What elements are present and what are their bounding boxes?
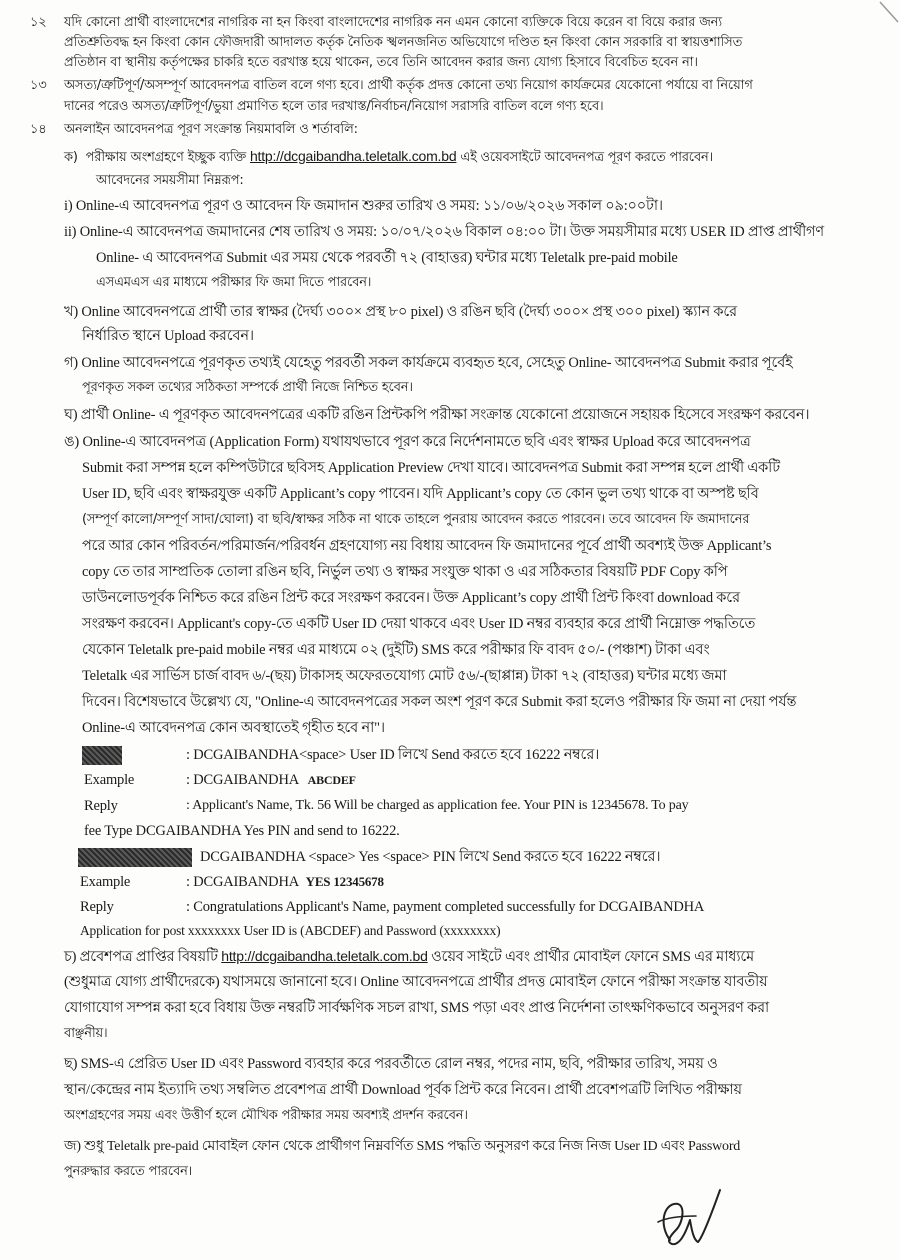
sub-ng-line-12: Online-এ আবেদনপত্র কোন অবস্থাতেই গৃহীত হবে না"। [82, 720, 385, 736]
sms-1-reply-line-1: : Applicant's Name, Tk. 56 Will be charged as application fee. Your PIN is 12345678. To pay [186, 798, 689, 813]
sub-ch-line-2: (শুধুমাত্র যোগ্য প্রার্থীদেরকে) যথাসময়ে জানানো হবে। Online আবেদনপত্রে প্রার্থীর প্রদত্ত মোবাইল ফোনে পরীক্ষা সংক্রান্ত যাবতীয় [64, 974, 768, 990]
sub-ng-line-8: সংরক্ষণ করবেন। Applicant's copy-তে একটি User ID দেয়া থাকবে এবং User ID নম্বর ব্যবহার করে প্রার্থী নিম্নোক্ত পদ্ধতিতে [82, 616, 756, 632]
sub-kh-line-1: খ) Online আবেদনপত্রে প্রার্থী তার স্বাক্ষর (দৈর্ঘ্য ৩০০× প্রস্থ ৮০ pixel) ও রঙিন ছবি (দৈর্ঘ্য ৩০০× প্রস্থ ৩০০ pixel) স্ক্যান করে [64, 304, 737, 320]
item-12-line-3: প্রতিষ্ঠান বা স্থানীয় কর্তৃপক্ষের চাকরি হতে বরখাস্ত হয়ে থাকেন, তবে তিনি আবেদন করার জন্য যোগ্য হিসাবে বিবেচিত হবেন না। [64, 55, 698, 70]
website-link[interactable]: http://dcgaibandha.teletalk.com.bd [249, 148, 457, 164]
sub-ng-line-3: User ID, ছবি এবং স্বাক্ষরযুক্ত একটি Applicant’s copy পাবেন। যদি Applicant’s copy তে কোন ভুল তথ্য থাকে বা অস্পষ্ট ছবি [82, 486, 759, 502]
sms-2-example-code: YES 12345678 [305, 874, 384, 889]
sms-1-example-label: Example [84, 772, 135, 788]
sub-j-line-2: পুনরুদ্ধার করতে পারবেন। [64, 1164, 193, 1179]
sub-chh-line-2: স্থান/কেন্দ্রের নাম ইত্যাদি তথ্য সম্বলিত প্রবেশপত্র প্রার্থী Download পূর্বক প্রিন্ট করে নিবেন। প্রার্থী প্রবেশপত্রটি লিখিত পরীক্ষায় [64, 1082, 742, 1098]
sub-ng-line-5: পরে আর কোন পরিবর্তন/পরিমার্জন/পরিবর্ধন গ্রহণযোগ্য নয় বিধায় আবেদন ফি জমাদানের পূর্বে প্রার্থী অবশ্যই উক্ত Applicant’s [82, 538, 772, 554]
sms-1-instruction: : DCGAIBANDHA<space> User ID লিখে Send করতে হবে 16222 নম্বরে। [186, 747, 600, 763]
item-13-line-2: দানের পরেও অসত্য/ত্রুটিপূর্ণ/ভুয়া প্রমাণিত হলে তার দরখাস্ত/নির্বাচন/নিয়োগ সরাসরি বাতিল বলে গণ্য হবে। [64, 99, 604, 114]
sms-2-example-label: Example [80, 874, 131, 890]
deadline-end-line-2: Online- এ আবেদনপত্র Submit এর সময় থেকে পরবর্তী ৭২ (বাহাত্তর) ঘন্টার মধ্যে Teletalk pre-paid mobile [96, 250, 678, 266]
sms-1-reply-line-2: fee Type DCGAIBANDHA Yes PIN and send to 16222. [84, 823, 400, 839]
item-12-line-1: যদি কোনো প্রার্থী বাংলাদেশের নাগরিক না হন কিংবা বাংলাদেশের নাগরিক নন এমন কোনো ব্যক্তিকে বিয়ে করেন বা বিয়ে করার জন্য [64, 15, 722, 30]
sms-2-reply-line-2: Application for post xxxxxxxx User ID is (ABCDEF) and Password (xxxxxxxx) [80, 923, 501, 938]
redacted-sms-label-2 [78, 848, 192, 867]
redacted-sms-label-1 [82, 746, 122, 765]
sub-gh-line-1: ঘ) প্রার্থী Online- এ পূরণকৃত আবেদনপত্রের একটি রঙিন প্রিন্টকপি পরীক্ষা সংক্রান্ত যেকোনো প্রয়োজনে সহায়ক হিসেবে সংরক্ষণ করবেন। [64, 407, 810, 423]
sub-k-label: ক) [64, 150, 78, 165]
item-13-line-1: অসত্য/ত্রুটিপূর্ণ/অসম্পূর্ণ আবেদনপত্র বাতিল বলে গণ্য হবে। প্রার্থী কর্তৃক প্রদত্ত কোনো তথ্য নিয়োগ কার্যক্রমের যেকোনো পর্যায়ে বা নিয়োগ [64, 78, 753, 93]
sms-1-example-prefix: : DCGAIBANDHA [186, 772, 299, 788]
sub-ng-line-10: Teletalk এর সার্ভিস চার্জ বাবদ ৬/-(ছয়) টাকাসহ অফেরতযোগ্য মোট ৫৬/-(ছাপ্পান্ন) টাকা ৭২ (বাহাত্তর) ঘন্টার মধ্যে জমা [82, 668, 727, 684]
sub-ch-line-3: যোগাযোগ সম্পন্ন করা হবে বিধায় উক্ত নম্বরটি সার্বক্ষণিক সচল রাখা, SMS পড়া এবং প্রাপ্ত নির্দেশনা তাৎক্ষণিকভাবে অনুসরণ করা [64, 1000, 770, 1016]
website-link-admit[interactable]: http://dcgaibandha.teletalk.com.bd [221, 948, 428, 964]
sms-1-reply-label: Reply [84, 798, 118, 814]
handwritten-signature [640, 1182, 750, 1252]
item-13-number: ১৩ [30, 78, 47, 93]
deadline-end-line-3: এসএমএস এর মাধ্যমে পরীক্ষার ফি জমা দিতে পারবেন। [96, 275, 372, 290]
item-12-number: ১২ [30, 15, 47, 30]
sub-ng-line-4: (সম্পূর্ণ কালো/সম্পূর্ণ সাদা/ঘোলা) বা ছবি/স্বাক্ষর সঠিক না থাকে তাহলে পুনরায় আবেদন করতে পারবেন। তবে আবেদন ফি জমাদানের [82, 512, 750, 527]
sms-2-reply-label: Reply [80, 899, 114, 915]
sub-ng-line-6: copy তে তার সাম্প্রতিক তোলা রঙিন ছবি, নির্ভুল তথ্য ও স্বাক্ষর সংযুক্ত থাকা ও এর সঠিকতার বিষয়টি PDF Copy কপি [82, 564, 728, 580]
item-12-line-2: প্রতিশ্রুতিবদ্ধ হন কিংবা কোন ফৌজদারী আদালত কর্তৃক নৈতিক স্খলনজনিত অভিযোগে দণ্ডিত হন কিংবা কোন সরকারি বা স্বায়ত্তশাসিত [64, 35, 743, 50]
sub-k-text-pre: পরীক্ষায় অংশগ্রহণে ইচ্ছুক ব্যক্তি [85, 150, 247, 165]
sub-g-line-1: গ) Online আবেদনপত্রে পূরণকৃত তথ্যই যেহেতু পরবর্তী সকল কার্যক্রমে ব্যবহৃত হবে, সেহেতু Online- আবেদনপত্র Submit করার পূর্বেই [64, 355, 793, 371]
sub-ch-text-pre: চ) প্রবেশপত্র প্রাপ্তির বিষয়টি [64, 949, 218, 965]
sub-k-line-2: আবেদনের সময়সীমা নিম্নরূপ: [96, 173, 244, 188]
sub-ng-line-9: যেকোন Teletalk pre-paid mobile নম্বর এর মাধ্যমে ০২ (দুইটি) SMS করে পরীক্ষার ফি বাবদ ৫০/- (পঞ্চাশ) টাকা এবং [82, 642, 710, 658]
sub-chh-line-1: ছ) SMS-এ প্রেরিত User ID এবং Password ব্যবহার করে পরবর্তীতে রোল নম্বর, পদের নাম, ছবি, পরীক্ষার তারিখ, সময় ও [64, 1056, 718, 1072]
sub-ng-line-2: Submit করা সম্পন্ন হলে কম্পিউটারে ছবিসহ Application Preview দেখা যাবে। আবেদনপত্র Submit করা সম্পন্ন হলে প্রার্থী একটি [82, 460, 780, 476]
item-14-title: অনলাইন আবেদনপত্র পূরণ সংক্রান্ত নিয়মাবলি ও শর্তাবলি: [64, 122, 358, 137]
sub-ch-text-post: ওয়েব সাইটে এবং প্রার্থীর মোবাইল ফোনে SMS এর মাধ্যমে [431, 949, 755, 965]
sub-g-line-2: পূরণকৃত সকল তথ্যের সঠিকতা সম্পর্কে প্রার্থী নিজে নিশ্চিত হবেন। [82, 380, 413, 395]
sub-k-text-post: এই ওয়েবসাইটে আবেদনপত্র পূরণ করতে পারবেন। [460, 150, 714, 165]
deadline-end-line-1: ii) Online-এ আবেদনপত্র জমাদানের শেষ তারিখ ও সময়: ১০/০৭/২০২৬ বিকাল ০৪:০০ টা। উক্ত সময়সীমার মধ্যে USER ID প্রাপ্ত প্রার্থীগণ [64, 224, 824, 240]
sub-chh-line-3: অংশগ্রহণের সময় এবং উত্তীর্ণ হলে মৌখিক পরীক্ষার সময় অবশ্যই প্রদর্শন করবেন। [64, 1108, 468, 1123]
sms-1-example-code: ABCDEF [307, 773, 356, 787]
deadline-start: i) Online-এ আবেদনপত্র পূরণ ও আবেদন ফি জমাদান শুরুর তারিখ ও সময়: ১১/০৬/২০২৬ সকাল ০৯:০০টা। [64, 198, 663, 214]
sms-2-example-prefix: : DCGAIBANDHA [186, 874, 299, 890]
sub-ng-line-1: ঙ) Online-এ আবেদনপত্র (Application Form) যথাযথভাবে পূরণ করে নির্দেশনামতে ছবি এবং স্বাক্ষর Upload করে আবেদনপত্র [64, 434, 751, 450]
scan-corner-mark [840, 0, 900, 40]
sub-ng-line-7: ডাউনলোডপূর্বক নিশ্চিত করে রঙিন প্রিন্ট করে সংরক্ষণ করবেন। উক্ত Applicant’s copy প্রার্থী প্রিন্ট কিংবা download করে [82, 590, 740, 606]
sub-ng-line-11: দিবেন। বিশেষভাবে উল্লেখ্য যে, "Online-এ আবেদনপত্রের সকল অংশ পূরণ করে Submit করা হলেও পরীক্ষার ফি জমা না দেয়া পর্যন্ত [82, 694, 797, 710]
sms-2-reply-line-1: : Congratulations Applicant's Name, payment completed successfully for DCGAIBANDHA [186, 899, 705, 915]
sub-kh-line-2: নির্ধারিত স্থানে Upload করবেন। [82, 328, 254, 344]
sub-j-line-1: জ) শুধু Teletalk pre-paid মোবাইল ফোন থেকে প্রার্থীগণ নিম্নবর্ণিত SMS পদ্ধতি অনুসরণ করে নিজ নিজ User ID এবং Password [64, 1139, 741, 1154]
item-14-number: ১৪ [30, 122, 47, 137]
sms-2-instruction: DCGAIBANDHA <space> Yes <space> PIN লিখে Send করতে হবে 16222 নম্বরে। [200, 849, 661, 865]
sub-ch-line-4: বাঞ্ছনীয়। [64, 1026, 108, 1041]
